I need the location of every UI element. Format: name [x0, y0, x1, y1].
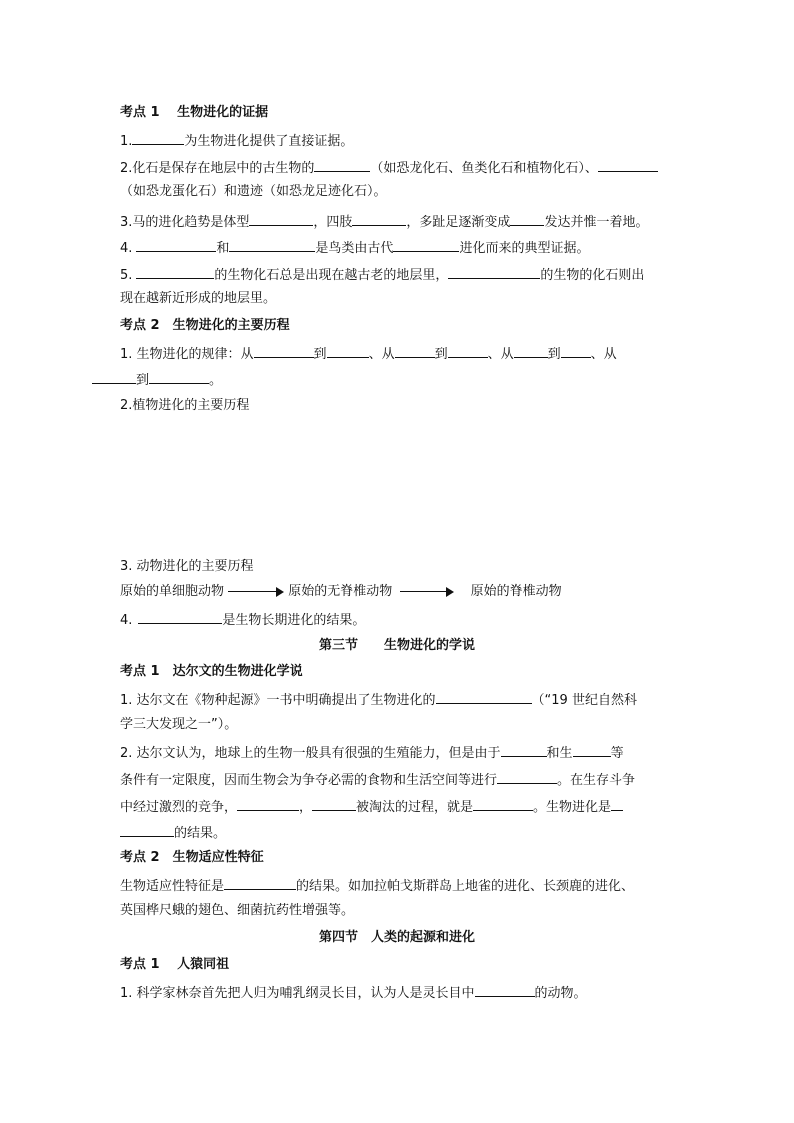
heading-common-ancestor: 考点 1 人猿同祖: [120, 957, 230, 972]
question-1-5-cont: 现在越新近形成的地层里。: [120, 291, 277, 306]
section-title-3: 第三节 生物进化的学说: [318, 638, 475, 653]
heading-history: 考点 2 生物进化的主要历程: [120, 318, 290, 333]
blank[interactable]: [136, 237, 216, 252]
question-1-1: 1. 为生物进化提供了直接证据。: [120, 130, 353, 152]
question-3-2: 2. 达尔文认为，地球上的生物一般具有很强的生殖能力，但是由于 和生 等: [120, 742, 624, 764]
question-3-2-line3: 中经过激烈的竞争， ， 被淘汰的过程，就是 。生物进化是: [120, 796, 623, 818]
question-4-1: 生物适应性特征是 的结果。如加拉帕戈斯群岛上地雀的进化、长颈鹿的进化、: [120, 875, 634, 897]
question-5-1: 1. 科学家林奈首先把人归为哺乳纲灵长目，认为人是灵长目中 的动物。: [120, 982, 587, 1004]
heading-evidence: 考点 1 生物进化的证据: [120, 105, 269, 120]
section-title-4: 第四节 人类的起源和进化: [318, 930, 475, 945]
question-3-2-line2: 条件有一定限度，因而生物会为争夺必需的食物和生活空间等进行 。在生存斗争: [120, 769, 635, 791]
question-1-3: 3.马的进化趋势是体型 ，四肢 ，多趾足逐渐变成 发达并惟一着地。: [120, 211, 648, 233]
question-2-2: 2.植物进化的主要历程: [120, 398, 250, 413]
question-2-3: 3. 动物进化的主要历程: [120, 559, 254, 574]
blank[interactable]: [229, 237, 315, 252]
blank[interactable]: [395, 343, 435, 358]
blank[interactable]: [224, 875, 296, 890]
blank[interactable]: [254, 343, 314, 358]
arrow-icon: [400, 586, 458, 598]
blank[interactable]: [149, 369, 209, 384]
blank[interactable]: [475, 982, 535, 997]
blank[interactable]: [448, 343, 488, 358]
blank[interactable]: [352, 211, 406, 226]
blank[interactable]: [136, 264, 214, 279]
blank[interactable]: [611, 796, 623, 811]
blank[interactable]: [132, 130, 184, 145]
question-1-4: 4. 和 是鸟类由古代 进化而来的典型证据。: [120, 237, 589, 259]
blank[interactable]: [92, 369, 136, 384]
blank[interactable]: [514, 343, 548, 358]
question-3-2-line4: 的结果。: [120, 822, 226, 844]
blank[interactable]: [598, 157, 658, 172]
arrow-icon: [228, 586, 284, 598]
flow-step: 原始的脊椎动物: [470, 584, 562, 599]
blank[interactable]: [393, 237, 459, 252]
flow-step: 原始的单细胞动物: [120, 584, 225, 599]
question-1-2: 2.化石是保存在地层中的古生物的 （如恐龙化石、鱼类化石和植物化石）、: [120, 157, 658, 179]
question-1-2-cont: （如恐龙蛋化石）和遗迹（如恐龙足迹化石）。: [120, 184, 387, 199]
question-1-5: 5. 的生物化石总是出现在越古老的地层里， 的生物的化石则出: [120, 264, 644, 286]
flow-step: 原始的无脊椎动物: [288, 584, 393, 599]
blank[interactable]: [561, 343, 591, 358]
blank[interactable]: [510, 211, 544, 226]
blank[interactable]: [314, 157, 370, 172]
blank[interactable]: [473, 796, 533, 811]
question-2-1: 1. 生物进化的规律：从 到 、从 到 、从 到 、从: [120, 343, 617, 365]
blank[interactable]: [436, 689, 532, 704]
blank[interactable]: [312, 796, 356, 811]
question-3-1-cont: 学三大发现之一”）。: [120, 717, 238, 732]
blank[interactable]: [249, 211, 313, 226]
question-4-1-cont: 英国桦尺蛾的翅色、细菌抗药性增强等。: [120, 903, 355, 918]
blank[interactable]: [138, 609, 222, 624]
animal-evolution-flow: [120, 582, 562, 602]
question-2-1-cont: 到 。: [92, 369, 222, 391]
blank[interactable]: [448, 264, 540, 279]
heading-darwin: 考点 1 达尔文的生物进化学说: [120, 664, 303, 679]
question-2-4: 4. 是生物长期进化的结果。: [120, 609, 365, 631]
blank[interactable]: [120, 822, 174, 837]
heading-adaptation: 考点 2 生物适应性特征: [120, 850, 264, 865]
blank[interactable]: [327, 343, 369, 358]
question-3-1: 1. 达尔文在《物种起源》一书中明确提出了生物进化的 （“19 世纪自然科: [120, 689, 637, 711]
blank[interactable]: [501, 742, 547, 757]
blank[interactable]: [573, 742, 611, 757]
blank[interactable]: [497, 769, 557, 784]
blank[interactable]: [237, 796, 299, 811]
